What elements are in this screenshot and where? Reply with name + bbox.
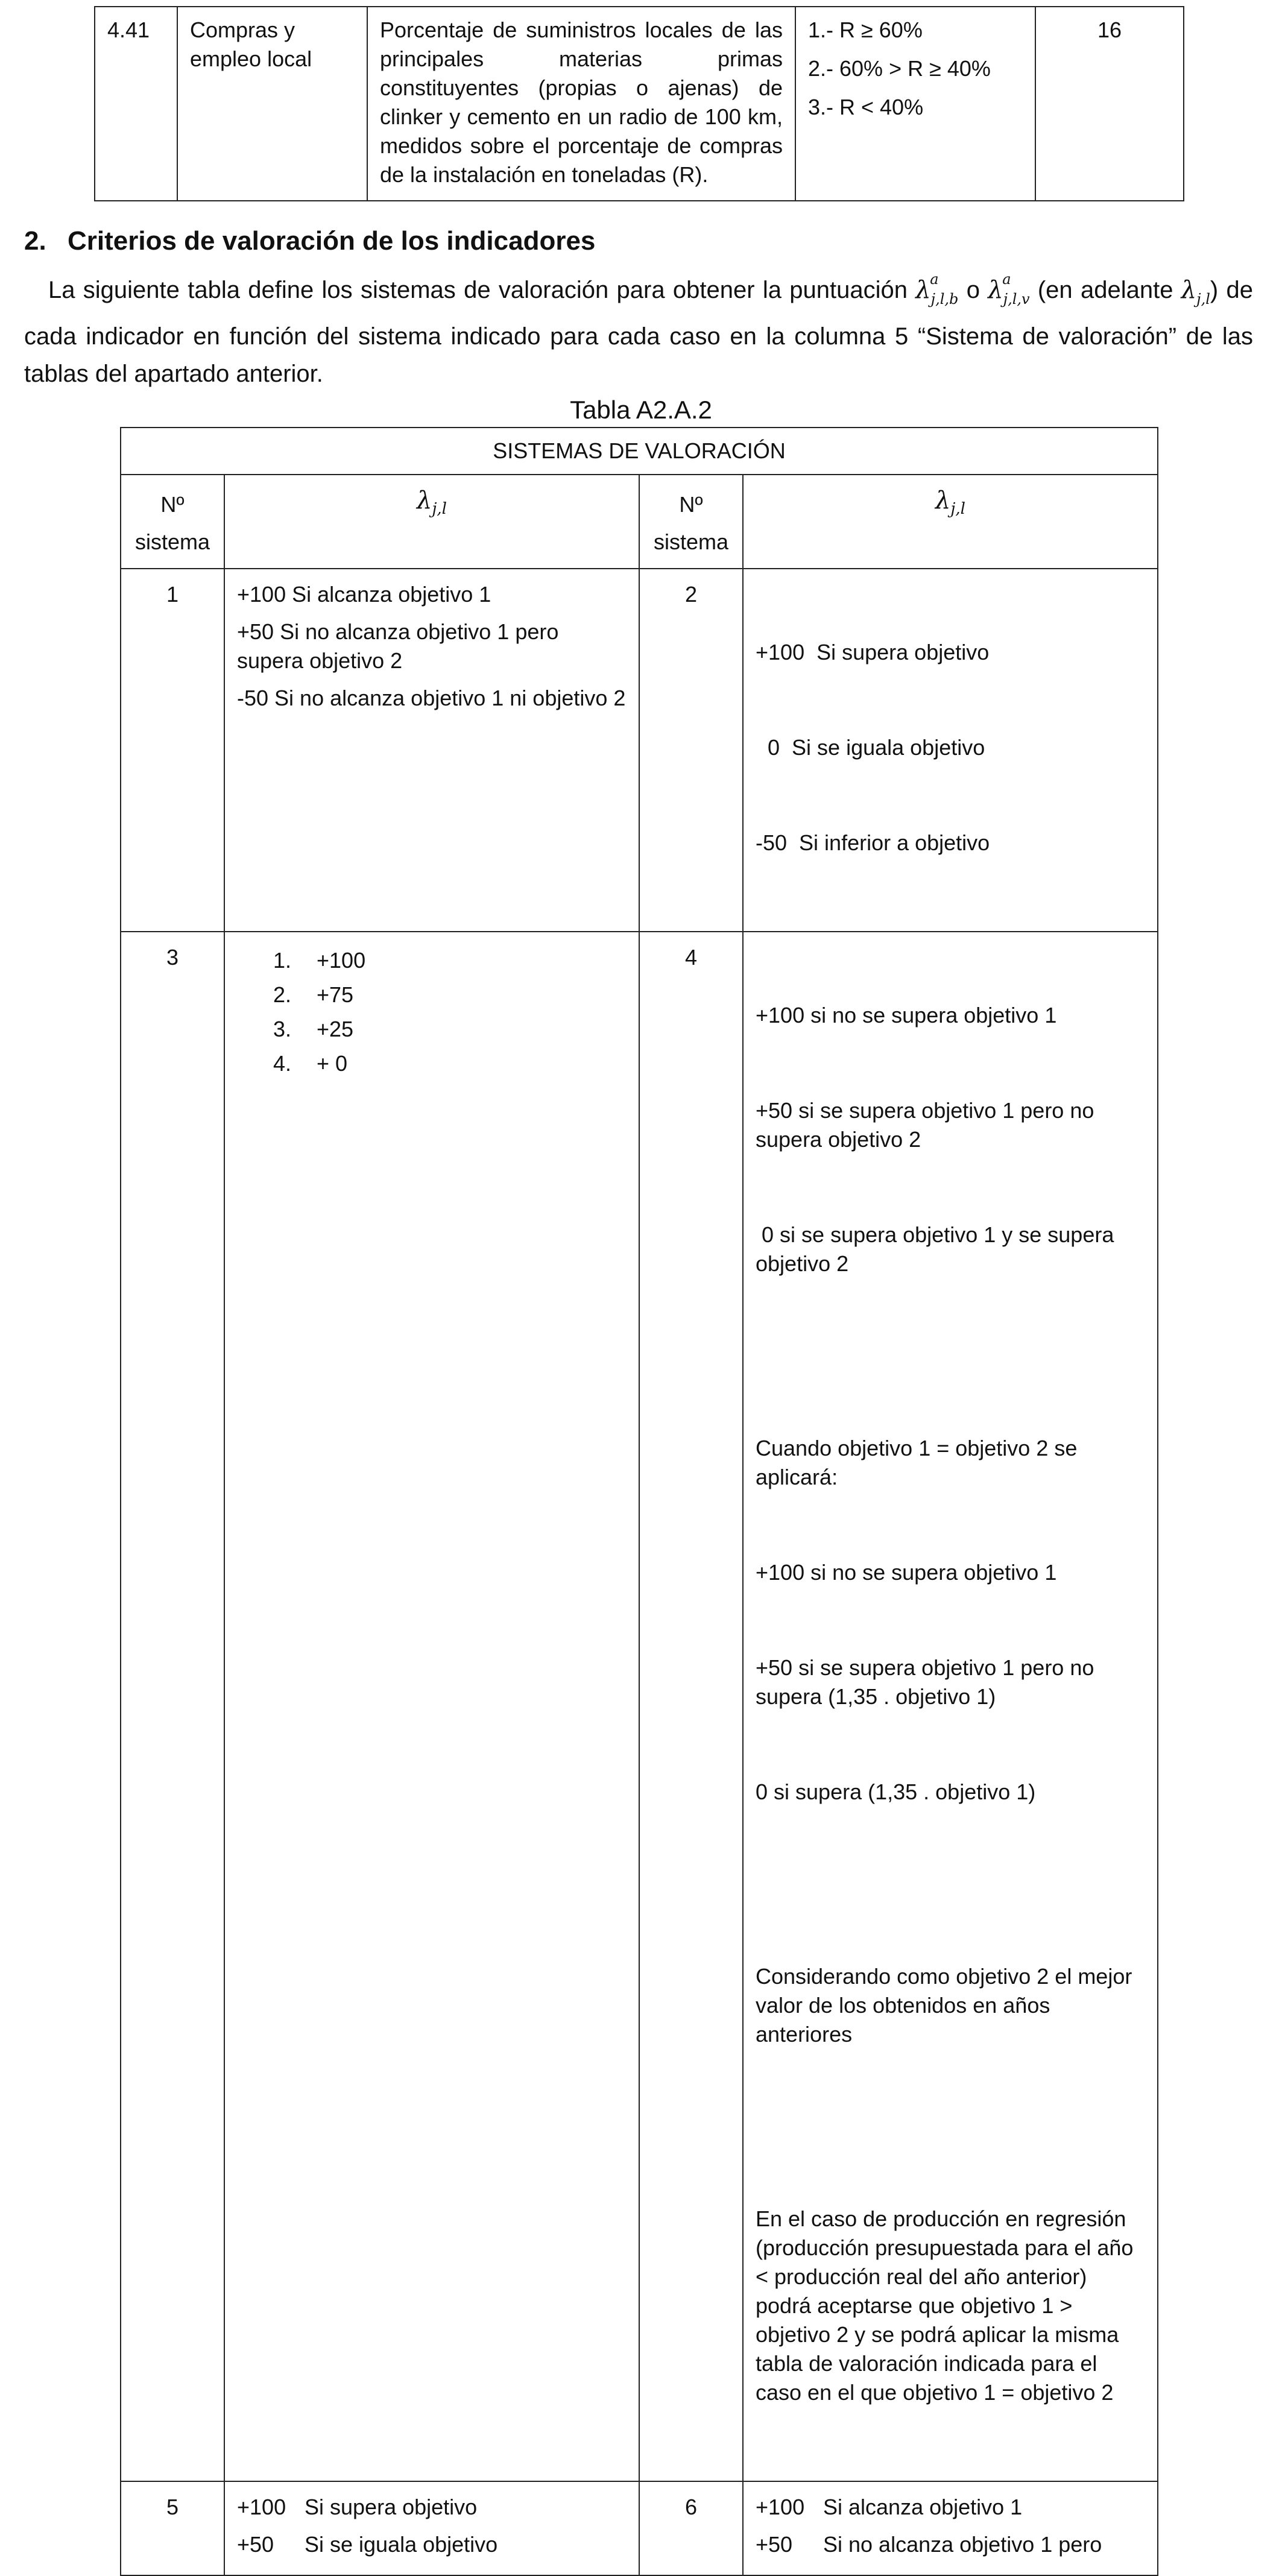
system-values [743,569,1158,932]
header-lambda: $\lambda_{j,l}$ [224,475,639,569]
intro-text: ) de cada indicador en función del sistema indicado para cada caso en la columna 5 “Sistema de valoración” de las tablas del apartado anterior. [24,277,1253,387]
table-row [121,2481,1158,2575]
value-entry: -50 Si no alcanza objetivo 1 ni objetivo 2 [237,686,626,710]
header-lambda: $\lambda_{j,l}$ [743,475,1158,569]
table-row [95,7,1184,201]
lambda-v-symbol: λ a $_{j,l,v}$ [988,271,1030,308]
table-title: SISTEMAS DE VALORACIÓN [121,428,1158,475]
table-row [121,569,1158,932]
indicator-table [94,6,1184,201]
header-text: Nº [160,492,185,517]
list-item: 1. +100 [273,948,366,973]
value-entry: +100 si no se supera objetivo 1 [756,1560,1057,1585]
system-number: 5 [121,2481,224,2575]
system-number: 6 [639,2481,743,2575]
value-entry: +50 Si no alcanza objetivo 1 pero supera objetivo 2 [237,619,559,673]
intro-text: La siguiente tabla define los sistemas de valoración para obtener la puntuación [48,277,916,303]
note-text: En el caso de producción en regresión (producción presupuestada para el año < producción real del año anterior) podrá aceptarse que objetivo 1 > objetivo 2 y se podrá aplicar la misma tabla de valoración indicada para el caso en el que objetivo 1 = objetivo 2 [756,2206,1140,2405]
system-values [224,932,639,2481]
criteria-item: 3.- R < 40% [808,95,924,119]
valuation-systems-table [120,427,1158,2576]
indicator-score: 16 [1035,7,1184,201]
system-number: 3 [121,932,224,2481]
lambda-jl-symbol: $\lambda_{j,l}$ [1181,276,1210,308]
system-values [224,2481,639,2575]
lambda-b-symbol: λ a $_{j,l,b}$ [915,271,959,308]
value-entry: 0 si se supera objetivo 1 y se supera objetivo 2 [756,1222,1120,1276]
table-title-row [121,428,1158,475]
value-entry: +100 Si alcanza objetivo 1 [237,582,491,607]
header-system-number [639,475,743,569]
system-number: 2 [639,569,743,932]
intro-text: o [958,277,988,303]
section-title: Criterios de valoración de los indicadores [68,226,596,256]
value-entry: +50 si se supera objetivo 1 pero no supera (1,35 . objetivo 1) [756,1655,1100,1709]
indicator-criteria [795,7,1035,201]
value-entry: -50 Si inferior a objetivo [756,830,990,855]
list-item: 4. + 0 [273,1051,348,1076]
value-entry: 0 Si se iguala objetivo [756,735,985,760]
indicator-name-line: Compras y [190,17,295,42]
value-entry: +100 Si supera objetivo [237,2495,478,2519]
section-number: 2. [24,226,46,256]
header-system-number [121,475,224,569]
system-number: 4 [639,932,743,2481]
note-text: Considerando como objetivo 2 el mejor valor de los obtenidos en años anteriores [756,1964,1138,2047]
system-values [743,2481,1158,2575]
ordered-value-list [237,943,627,1081]
system-values [224,569,639,932]
intro-paragraph [24,271,1253,393]
value-entry: +100 Si supera objetivo [756,640,990,665]
value-entry: +100 si no se supera objetivo 1 [756,1003,1057,1028]
list-item: 2. +75 [273,982,354,1007]
criteria-item: 2.- 60% > R ≥ 40% [808,56,991,81]
indicator-name-line: empleo local [190,46,312,71]
value-entry: +50 Si no alcanza objetivo 1 pero [756,2532,1102,2557]
header-text: Nº [679,492,703,517]
header-text: sistema [134,529,210,554]
section-heading [24,224,595,258]
system-values [743,932,1158,2481]
value-entry: Cuando objetivo 1 = objetivo 2 se aplicará: [756,1436,1084,1489]
header-text: sistema [653,529,729,554]
value-entry: +50 si se supera objetivo 1 pero no supera objetivo 2 [756,1098,1100,1152]
indicator-name [177,7,367,201]
table-row [121,932,1158,2481]
criteria-item: 1.- R ≥ 60% [808,17,923,42]
list-item: 3. +25 [273,1017,354,1041]
value-entry: +50 Si se iguala objetivo [237,2532,498,2557]
value-entry: 0 si supera (1,35 . objetivo 1) [756,1779,1036,1804]
indicator-description: Porcentaje de suministros locales de las principales materias primas constituyentes (propias o ajenas) de clinker y cemento en un radio de 100 km, medidos sobre el porcentaje de compras de la instalación en toneladas (R). [367,7,795,201]
intro-text: (en adelante [1029,277,1181,303]
system-number: 1 [121,569,224,932]
table-caption: Tabla A2.A.2 [570,396,712,424]
indicator-number: 4.41 [95,7,177,201]
table-header-row [121,475,1158,569]
value-entry: +100 Si alcanza objetivo 1 [756,2495,1023,2519]
